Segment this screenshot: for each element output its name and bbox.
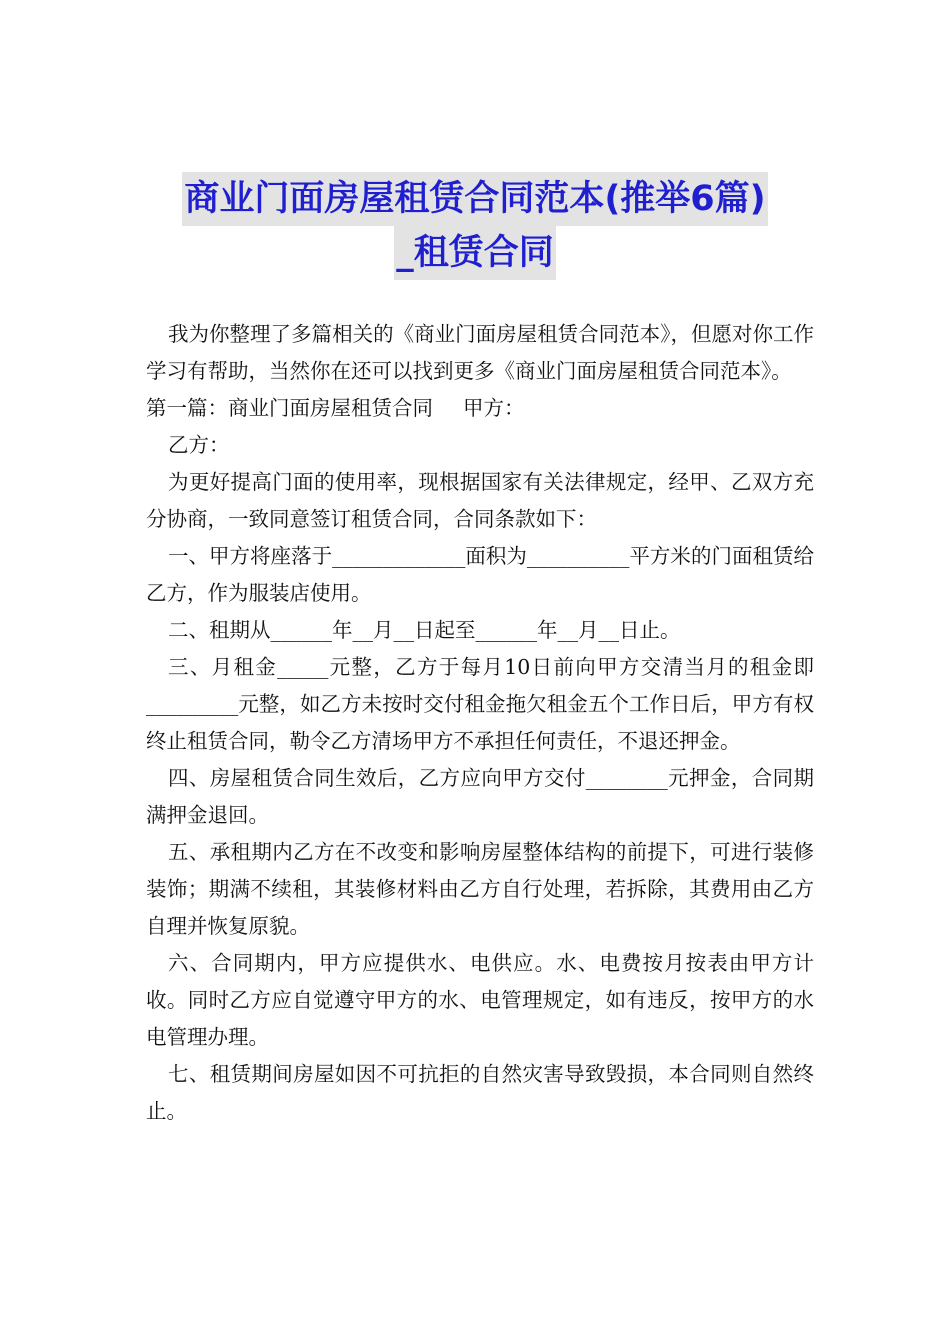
- chapter-heading: [146, 390, 814, 427]
- party-b-label: 乙方：: [168, 433, 230, 457]
- clause-4: 四、房屋租赁合同生效后，乙方应向甲方交付________元押金，合同期满押金退回。: [146, 766, 814, 827]
- chapter-title: 第一篇：商业门面房屋租赁合同: [146, 396, 433, 420]
- document-body: [146, 316, 814, 1130]
- clause-2: 二、租期从______年__月__日起至______年__月__日止。: [168, 618, 681, 642]
- title-line-2: _租赁合同: [394, 226, 556, 280]
- clause-6: 六、合同期内，甲方应提供水、电供应。水、电费按月按表由甲方计收。同时乙方应自觉遵守甲方的水、电管理规定，如有违反，按甲方的水电管理办理。: [146, 951, 814, 1049]
- party-a-label: 甲方：: [463, 396, 525, 420]
- clause-5: 五、承租期内乙方在不改变和影响房屋整体结构的前提下，可进行装修装饰；期满不续租，其装修材料由乙方自行处理，若拆除，其费用由乙方自理并恢复原貌。: [146, 840, 814, 938]
- clause-3: 三、月租金_____元整，乙方于每月10日前向甲方交清当月的租金即_________元整，如乙方未按时交付租金拖欠租金五个工作日后，甲方有权终止租赁合同，勒令乙方清场甲方不承担任何责任，不退还押金。: [146, 655, 814, 753]
- preamble-paragraph: 为更好提高门面的使用率，现根据国家有关法律规定，经甲、乙双方充分协商，一致同意签订租赁合同，合同条款如下：: [146, 470, 814, 531]
- clause-1: 一、甲方将座落于_____________面积为__________平方米的门面租赁给乙方，作为服装店使用。: [146, 544, 814, 605]
- title-line-1: 商业门面房屋租赁合同范本(推举6篇): [182, 172, 767, 226]
- clause-7: 七、租赁期间房屋如因不可抗拒的自然灾害导致毁损，本合同则自然终止。: [146, 1062, 814, 1123]
- intro-paragraph: 我为你整理了多篇相关的《商业门面房屋租赁合同范本》，但愿对你工作学习有帮助，当然你在还可以找到更多《商业门面房屋租赁合同范本》。: [146, 322, 814, 383]
- document-title: [0, 172, 950, 280]
